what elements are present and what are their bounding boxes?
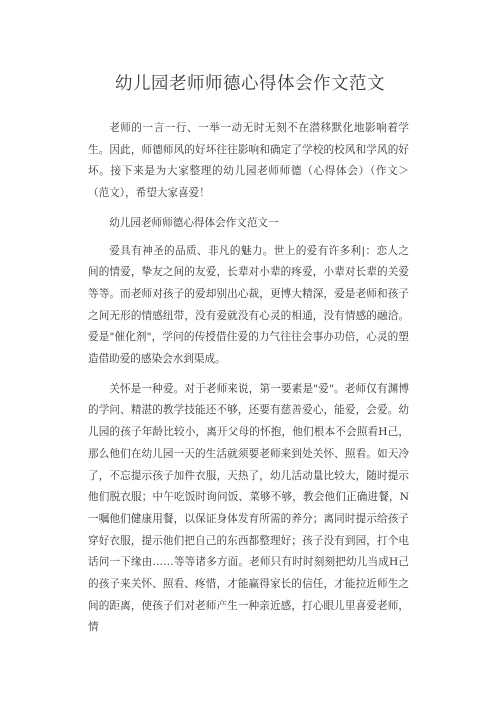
body-paragraph: 关怀是一种爱。对于老师来说，第一要素是"爱"。老师仅有渊博的学问、精湛的教学技能还不够，还要有慈善爱心，能爱，会爱。幼儿园的孩子年龄比较小，离开父母的怀抱，他们根本不会照看H己，那么他们在幼儿园一天的生活就须要老师来到处关怀、照看。如天冷了，不忘提示孩子加件衣服，天热了，幼儿活动量比较大，随时提示他们脱衣服；中午吃饭时询问饭、菜够不够，教会他们正确进餐，N一嘱他们健康用餐，以保证身体发育所需的养分；离同时提示给孩子穿好衣服，提示他们把自己的东西都整理好；孩子没有到园，打个电话问一下缘由……等等诸多方面。老师只有时时刻刻把幼儿当成H己的孩子来关怀、照看、疼惜，才能赢得家长的信任，才能拉近师生之间的距离，使孩子们对老师产生一种亲近感，打心眼儿里喜爱老师，情: [88, 382, 409, 634]
document-title: 幼儿园老师师德心得体会作文范文: [115, 74, 385, 94]
section-heading: 幼儿园老师师德心得体会作文范文一: [109, 216, 279, 229]
document-body: [88, 118, 409, 647]
body-paragraph: 爱具有神圣的品质、非凡的魅力。世上的爱有许多利|：恋人之间的情爱，挚友之间的友爱，长辈对小辈的疼爱，小辈对长辈的关爱等等。而老师对孩子的爱却别出心裁，更博大精深，爱是老师和孩子之间无形的情感纽带，没有爱就没有心灵的相通，没有情感的融洽。爱是"催化剂"，学问的传授借住爱的力气往往会事办功倍，心灵的塑造借助爱的感染会水到渠成。: [88, 244, 409, 366]
intro-paragraph: 老师的一言一行、一举一动无时无刻不在潜移默化地影响着学生。因此，师德师风的好坏往往影响和确定了学校的校风和学风的好坏。接下来是为大家整理的幼儿园老师师德（心得体会）（作文＞（范文），希望大家喜爱！: [88, 122, 409, 200]
